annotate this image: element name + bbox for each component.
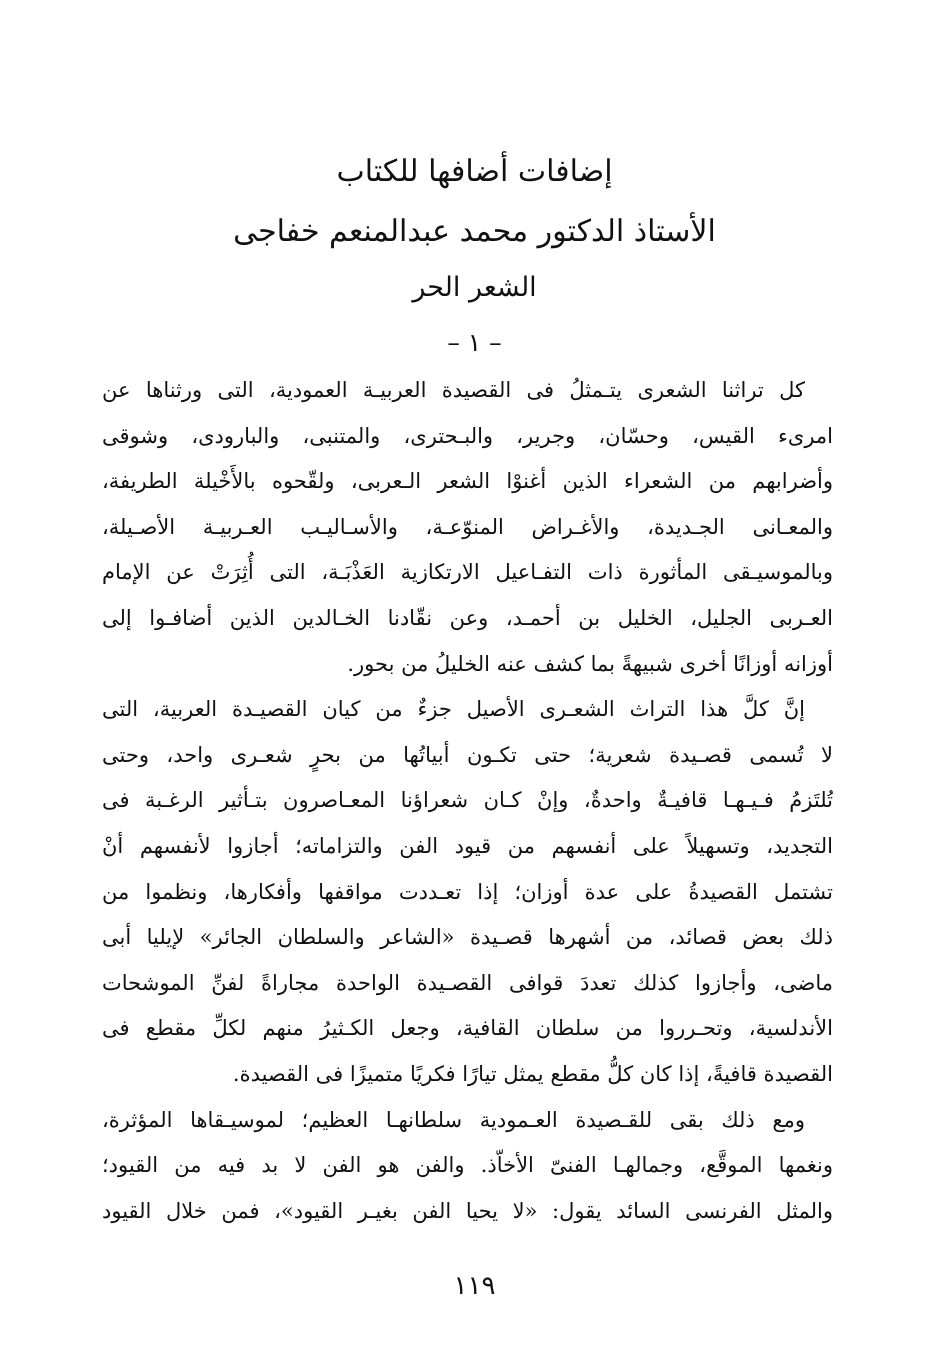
text-line: والمعـانى الجـديدة، والأغـراض المنوّعـة، والأسـاليـب العـربيـة الأصـيلة،	[102, 514, 833, 539]
text-line: إنَّ كلَّ هذا التراث الشعـرى الأصيل جزءٌ من كيان القصيـدة العربية، التى	[102, 697, 805, 722]
text-line: القصيدة قافيةً، إذا كان كلُّ مقطع يمثل تيارًا فكريًا متميزًا فى القصيدة.	[232, 1061, 833, 1086]
text-line: العـربى الجليل، الخليل بن أحمـد، وعن نقّادنا الخـالدين الذين أضافـوا إلى	[102, 605, 833, 630]
text-line: أوزانه أوزانًا أخرى شبيهةً بما كشف عنه الخليلُ من بحور.	[347, 651, 833, 676]
text-line: والمثل الفرنسى السائد يقول: «لا يحيا الفن بغيـر القيود»، فمن خلال القيود	[102, 1198, 833, 1223]
text-line: وبالموسيـقى المأثورة ذات التفـاعيل الارتكازية العَذْبَـة، التى أُثِرَتْ عن الإمام	[102, 560, 833, 585]
text-line: ومع ذلك بقى للقـصيدة العـمودية سلطانهـا العظيم؛ لموسيـقاها المؤثرة،	[102, 1107, 805, 1132]
text-line: ذلك بعض قصائد، من أشهرها قصـيدة «الشاعر والسلطان الجائر» لإيليا أبى	[102, 925, 833, 950]
section-number: – ١ –	[447, 328, 502, 357]
text-line: تشتمل القصيدةُ على عدة أوزان؛ إذا تعـددت مواقفها وأفكارها، ونظموا من	[102, 879, 833, 904]
page-number: ١١٩	[453, 1271, 496, 1301]
text-line: ماضى، وأجازوا كذلك تعددَ قوافى القصـيدة الواحدة مجاراةً لفنِّ الموشحات	[102, 970, 833, 995]
text-line: تُلتَزمُ فـيـهـا قافيـةٌ واحدةٌ، وإنْ كـان شعراؤنا المعـاصرون بتـأثير الرغـبة فى	[102, 788, 833, 813]
text-line: ونغمها الموقَّع، وجمالهـا الفنىّ الأخاّذ. والفن هو الفن لا بد فيه من القيود؛	[102, 1153, 833, 1178]
author-line: الأستاذ الدكتور محمد عبدالمنعم خفاجى	[233, 214, 716, 249]
text-line: امرىء القيس، وحسّان، وجرير، والبـحترى، والمتنبى، والبارودى، وشوقى	[102, 423, 833, 448]
body-text	[102, 368, 833, 1234]
text-line: وأضرابهم من الشعراء الذين أغنوْا الشعر الـعربى، ولقّحوه بالأَخْيلة الطريفة،	[102, 469, 833, 494]
text-line: الأندلسية، وتحـرروا من سلطان القافية، وجعل الكـثيرُ منهم لكلِّ مقطع فى	[102, 1016, 833, 1041]
text-line: التجديد، وتسهيلاً على أنفسهم من قيود الفن والتزاماته؛ أجازوا لأنفسهم أنْ	[102, 833, 833, 858]
section-title: الشعر الحر	[412, 272, 537, 303]
page-title: إضافات أضافها للكتاب	[336, 154, 613, 189]
text-line: كل تراثنا الشعرى يتـمثلُ فى القصيدة العربيـة العمودية، التى ورثناها عن	[102, 378, 805, 402]
text-line: لا تُسمى قصـيدة شعرية؛ حتى تكـون أبياتُها من بحرٍ شعـرى واحد، وحتى	[102, 742, 833, 767]
